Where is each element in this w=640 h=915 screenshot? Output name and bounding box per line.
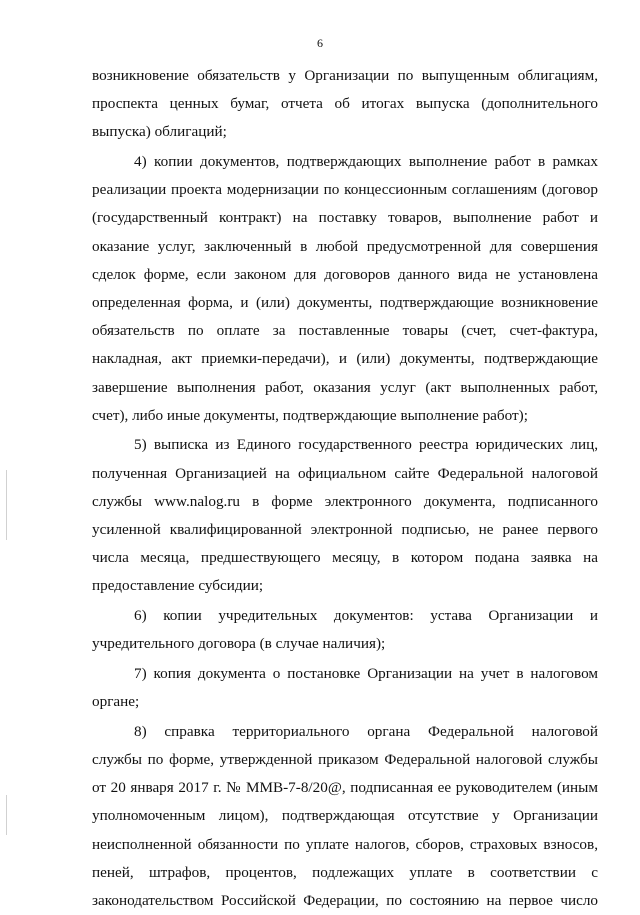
text-line: службы по форме, утвержденной приказом Федеральной налоговой службы	[92, 751, 598, 768]
text-line: накладная, акт приемки-передачи), и (или) документы, подтверждающие	[92, 350, 598, 368]
list-item-7-start: 7) копия документа о постановке Организации на учет в налоговом	[134, 664, 598, 682]
text-line: службы www.nalog.ru в форме электронного документа, подписанного	[92, 492, 598, 510]
text-line: пеней, штрафов, процентов, подлежащих уплате в соответствии с	[92, 863, 598, 881]
text-line: числа месяца, предшествующего месяцу, в котором подана заявка на	[92, 549, 598, 567]
text-line: сделок форме, если законом для договоров данного вида не установлена	[92, 265, 598, 283]
text-line: (государственный контракт) на поставку товаров, выполнение работ и	[92, 209, 598, 227]
scan-margin-mark	[6, 470, 7, 540]
text-line: усиленной квалифицированной электронной подписью, не ранее первого	[92, 521, 598, 538]
document-body	[92, 62, 598, 915]
text-line: оказание услуг, заключенный в любой предусмотренной для совершения	[92, 237, 598, 255]
text-line: возникновение обязательств у Организации по выпущенным облигациям,	[92, 67, 598, 84]
text-line: реализации проекта модернизации по концессионным соглашениям (договор	[92, 181, 598, 199]
text-line: уполномоченным лицом), подтверждающая отсутствие у Организации	[92, 807, 598, 825]
list-item-8-start: 8) справка территориального органа Федеральной налоговой	[134, 722, 598, 740]
page-number: 6	[317, 36, 323, 50]
text-line: от 20 января 2017 г. № ММВ-7-8/20@, подписанная ее руководителем (иным	[92, 779, 598, 797]
text-line: учредительного договора (в случае наличия);	[92, 635, 386, 653]
text-line: завершение выполнения работ, оказания услуг (акт выполненных работ,	[92, 378, 598, 396]
text-line: обязательств по оплате за поставленные товары (счет, счет-фактура,	[92, 322, 598, 340]
text-line: неисполненной обязанности по уплате налогов, сборов, страховых взносов,	[92, 835, 598, 853]
text-line: законодательством Российской Федерации, по состоянию на первое число	[92, 891, 598, 909]
text-line: определенная форма, и (или) документы, подтверждающие возникновение	[92, 294, 598, 311]
list-item-5-start: 5) выписка из Единого государственного реестра юридических лиц,	[134, 436, 598, 454]
text-line: проспекта ценных бумаг, отчета об итогах выпуска (дополнительного	[92, 95, 598, 113]
text-line: полученная Организацией на официальном сайте Федеральной налоговой	[92, 464, 598, 482]
scan-margin-mark	[6, 795, 7, 835]
text-line: органе;	[92, 693, 140, 711]
list-item-6-start: 6) копии учредительных документов: устава Организации и	[134, 607, 598, 625]
text-line: выпуска) облигаций;	[92, 123, 227, 141]
list-item-4-start: 4) копии документов, подтверждающих выполнение работ в рамках	[134, 153, 598, 171]
text-line: счет), либо иные документы, подтверждающие выполнение работ);	[92, 406, 528, 424]
text-line: предоставление субсидии;	[92, 577, 264, 595]
